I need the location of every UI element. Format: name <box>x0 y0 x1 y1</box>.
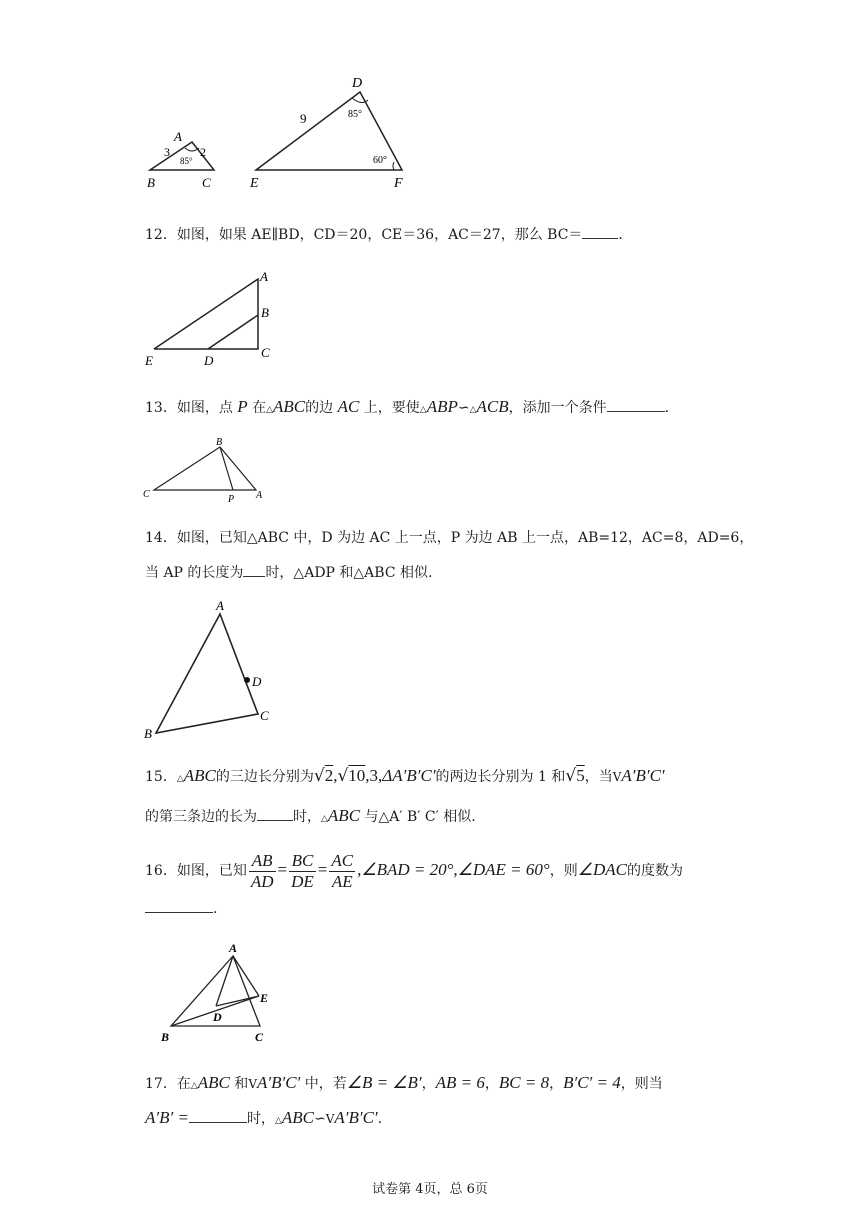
f3-den: AE <box>331 871 353 891</box>
large-angle-arc-d <box>352 98 368 103</box>
q13-t6: . <box>664 400 670 416</box>
q13-sim: ∽ <box>457 400 470 416</box>
q15-v: V <box>612 770 622 784</box>
q13-blank <box>607 397 665 412</box>
q17-t2: 和 <box>229 1076 249 1092</box>
label-A: A <box>256 490 263 501</box>
q17-sim: ∽ <box>313 1111 326 1127</box>
q16-dac: ∠DAC <box>577 860 627 879</box>
label-E: E <box>250 176 259 190</box>
q15-tri2: ΔA′B′C′ <box>382 766 436 785</box>
q16-blank <box>145 898 213 913</box>
side-ac: 2 <box>200 145 206 159</box>
q17-t3: 中，若 <box>300 1076 347 1092</box>
segment-ad <box>216 956 233 1006</box>
q17-blank <box>189 1108 247 1123</box>
q14-line2b: 时，△ADP 和△ABC 相似. <box>265 565 433 581</box>
segment-de <box>216 996 259 1006</box>
q17-tri: ABC <box>197 1073 230 1092</box>
fraction-bc-de <box>289 851 316 892</box>
label-D: D <box>352 76 363 91</box>
q14-line2a: 当 AP 的长度为 <box>145 565 244 581</box>
figure-q12 <box>140 265 285 370</box>
question-13: 13．如图，点 P 在△ABC的边 AC 上，要使△ABP∽△ACB，添加一个条件 . <box>145 397 670 416</box>
label-B: B <box>144 726 152 741</box>
q17-t4b: ， <box>484 1076 499 1092</box>
angle-a: 85° <box>180 156 193 166</box>
q15-t2: 的三边长分别为 <box>215 769 314 785</box>
q16-t1: 16．如图，已知 <box>145 863 247 879</box>
large-angle-arc-f <box>393 162 394 170</box>
label-C: C <box>202 175 211 190</box>
q15-r5: 5 <box>576 766 585 785</box>
q17-cond: ∠B = ∠B′ <box>346 1073 422 1092</box>
figure-q16 <box>155 940 295 1050</box>
q13-tri2: ABP <box>426 397 458 416</box>
side-ab: 3 <box>164 145 170 159</box>
q17-t1: 17．在 <box>145 1076 191 1092</box>
q12-suffix: ． <box>618 227 633 243</box>
point-d <box>244 677 250 683</box>
q15-line2a: 的第三条边的长为 <box>145 809 257 825</box>
label-A: A <box>174 129 182 144</box>
q15-tri: ABC <box>183 766 216 785</box>
triangle-abc <box>156 614 258 733</box>
q13-t1: 13．如图，点 <box>145 400 238 416</box>
question-15-line2: 的第三条边的长为 时，△ABC 与△A′ B′ C′ 相似. <box>145 806 476 825</box>
q17-ab2: A′B′ = <box>145 1108 189 1127</box>
q15-t3: 的两边长分别为 1 和 <box>435 769 566 785</box>
q17-t4c: ， <box>549 1076 564 1092</box>
label-E: E <box>260 991 269 1005</box>
q15-line2b: 时， <box>293 809 321 825</box>
angle-d: 85° <box>348 109 362 120</box>
f2-num: BC <box>289 851 316 872</box>
triangle-ace <box>154 279 258 349</box>
segment-bp <box>220 447 233 490</box>
label-D: D <box>204 353 214 368</box>
q13-t4: 上，要使 <box>359 400 420 416</box>
q15-r2: 2 <box>324 766 334 785</box>
page-footer: 试卷第 4页，总 6页 <box>372 1182 488 1197</box>
label-C: C <box>255 1030 264 1044</box>
q17-t7: . <box>377 1111 383 1127</box>
label-B: B <box>147 175 155 190</box>
label-C: C <box>143 489 150 500</box>
q15-t1: 15． <box>145 769 177 785</box>
label-C: C <box>261 345 270 360</box>
label-F: F <box>394 176 403 190</box>
label-P: P <box>228 494 235 505</box>
q13-tri3: ACB <box>476 397 509 416</box>
q12-blank <box>582 224 618 239</box>
question-16-line2 <box>145 898 217 919</box>
q17-tri4: A′B′C′ <box>334 1108 378 1127</box>
question-12 <box>145 224 632 245</box>
figure-q11 <box>140 70 420 190</box>
q13-t2: 在 <box>247 400 267 416</box>
question-14-line1 <box>145 528 753 548</box>
q17-ab: AB = 6 <box>435 1073 485 1092</box>
label-E: E <box>145 353 153 368</box>
q16-t2: ，则 <box>549 863 578 879</box>
q13-t5: ，添加一个条件 <box>508 400 607 416</box>
q13-tri1: ABC <box>273 397 306 416</box>
q17-v2: V <box>325 1112 335 1126</box>
q17-tri3: ABC <box>281 1108 314 1127</box>
label-A: A <box>260 269 268 284</box>
figure-q13 <box>140 435 270 505</box>
question-17-line1: 17．在△ABC 和VA′B′C′ 中，若∠B = ∠B′，AB = 6，BC = 8，B′C′ = 4，则当 <box>145 1073 663 1092</box>
q12-text: 12．如图，如果 AE∥BD，CD＝20，CE＝36，AC＝27，那么 BC＝ <box>145 227 583 243</box>
q13-t3: 的边 <box>305 400 338 416</box>
label-B: B <box>161 1030 170 1044</box>
q15-three: ,3, <box>365 766 383 785</box>
q17-bc: BC = 8 <box>498 1073 550 1092</box>
q16-t3: 的度数为 <box>626 863 683 879</box>
label-A: A <box>229 941 238 955</box>
question-17-line2: A′B′ = 时，△ABC∽VA′B′C′. <box>145 1108 383 1127</box>
segment-bd <box>208 315 258 349</box>
q15-t4: ，当 <box>584 769 613 785</box>
angle-f: 60° <box>373 155 387 166</box>
q17-t6: 时， <box>246 1111 275 1127</box>
label-B: B <box>261 305 269 320</box>
label-D: D <box>213 1010 222 1024</box>
q17-v: V <box>248 1077 257 1091</box>
q13-ac: AC <box>337 397 360 416</box>
q17-t5: ，则当 <box>620 1076 663 1092</box>
fraction-ab-ad <box>249 851 276 892</box>
q15-line2c: 与△A′ B′ C′ 相似. <box>360 809 476 825</box>
f2-den: DE <box>291 871 314 891</box>
q15-r10: 10 <box>348 766 366 785</box>
label-A: A <box>216 598 224 613</box>
triangle-abc <box>154 447 256 490</box>
q17-bc2: B′C′ = 4 <box>563 1073 621 1092</box>
q17-tri2: A′B′C′ <box>256 1073 301 1092</box>
f3-num: AC <box>331 850 354 870</box>
label-B: B <box>216 437 223 448</box>
q16-angles: ,∠BAD = 20°,∠DAE = 60° <box>357 860 550 879</box>
question-15-line1: 15．△ABC的三边长分别为√2,√10,3,ΔA′B′C′的两边长分别为 1 和√5，当VA′B′C′ <box>145 766 665 786</box>
figure-q14 <box>140 598 275 743</box>
q13-p: P <box>237 397 248 416</box>
f1-den: AD <box>250 871 274 891</box>
question-16-line1: 16．如图，已知 $\frac{AB}{AD}$ = $\frac{BC}{DE}$ = $\frac{AC}{AE}$ ,∠BAD = 20°,∠DAE = 60°，则∠DAC的度数为 <box>145 850 683 891</box>
f1-num: AB <box>249 851 276 872</box>
question-14-line2 <box>145 562 432 583</box>
label-D: D <box>252 674 262 689</box>
label-C: C <box>260 708 269 723</box>
q14-blank <box>243 562 265 577</box>
q15-tri4: ABC <box>327 806 361 825</box>
q16-t4: . <box>213 901 218 917</box>
fraction-ac-ae <box>329 851 355 892</box>
q17-t4a: ， <box>421 1076 436 1092</box>
side-de: 9 <box>300 111 307 126</box>
q15-tri3: A′B′C′ <box>621 766 665 785</box>
q15-blank <box>257 806 293 821</box>
q14-line1: 14．如图，已知△ABC 中，D 为边 AC 上一点，P 为边 AB 上一点，AB=12，AC=8，AD=6， <box>145 530 754 546</box>
